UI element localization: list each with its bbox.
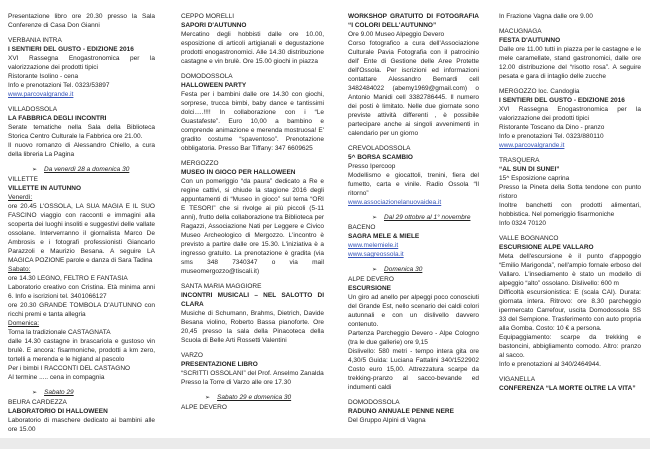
body-text: Equipaggiamento: scarpe da trekking e bastoncini, abbigliamento comodo. Altro: pranzo al sacco.: [499, 334, 641, 359]
date-heading: [348, 265, 479, 275]
date-heading-text: Domenica 30: [384, 266, 423, 273]
body-text: Laboratorio creativo con Cristina. Età minima anni 6. Info e iscrizioni tel. 3401066127: [8, 284, 155, 300]
body-text: Laboratorio di maschere dedicato ai bambini alle ore 15.00: [8, 417, 155, 433]
body-text: ore 20.45 L'OSSOLA, LA SUA MAGIA E IL SUO FASCINO viaggio con racconti e immagini alla scoperta dei luoghi insoliti e suggestivi delle vallate ossolane. Interverranno il giornalista Marco De Ambrosis e i fotografi professionisti Giancarlo Parazzoli e Maurizio Besana. A seguire LA MAGICA POZIONE parole e danza di Sara Tadina: [8, 203, 155, 264]
day-label: Venerdì:: [8, 194, 33, 201]
arrow-icon: ➢: [32, 390, 38, 396]
event-title: HALLOWEEN PARTY: [181, 82, 247, 89]
event-title: “AL SUN DI SUNEI”: [499, 166, 560, 173]
body-text: ore 14.30 LEGNO, FELTRO E FANTASIA: [8, 275, 128, 282]
body-text: Info e prenotazioni Tel. 0323/880110: [499, 133, 604, 140]
event-title: SAPORI D'AUTUNNO: [181, 22, 247, 29]
date-heading-text: Dal 29 ottobre al 1° novembre: [384, 214, 471, 221]
event-title: INCONTRI MUSICALI – NEL SALOTTO DI CLARA: [181, 292, 324, 308]
body-text: Info e prenotazioni al 340/2464944.: [499, 361, 601, 368]
day-label: Domenica:: [8, 320, 40, 327]
column-3: [348, 12, 479, 425]
event-title: PRESENTAZIONE LIBRO: [181, 361, 258, 368]
event-location: DOMODOSSOLA: [181, 73, 233, 80]
body-text: XVI Rassegna Enogastronomica per la valorizzazione dei prodotti tipici: [499, 106, 641, 122]
event-title: CONFERENZA “LA MORTE OLTRE LA VITA”: [499, 385, 636, 392]
link[interactable]: www.parcovalgrande.it: [8, 91, 74, 98]
event-title: I SENTIERI DEL GUSTO - EDIZIONE 2016: [499, 97, 625, 104]
body-text: Inoltre banchetti con prodotti alimentari, hobbistica. Nel pomeriggio fisarmoniche: [499, 202, 641, 218]
event-title: RADUNO ANNUALE PENNE NERE: [348, 408, 454, 415]
body-text: Corso fotografico a cura dell'Associazione Culturale Pavia Fotografia con il patrocinio dell' Ente di Gestione delle Aree Protette dell'Ossola. Per iscrizioni ed informazioni contattare Alessandro Bernardi cell 3482484022 (abemy1969@gmail.com) o Antonio Manidi cell 3382786445. Il numero dei posti è limitato. Nelle due giornate sono previste attività differenti , è possibile partecipare anche ai singoli avvenimenti in calendario per un giorno: [348, 40, 479, 137]
body-text: “SCRITTI OSSOLANI” del Prof. Anselmo Zanalda: [181, 370, 324, 377]
event-title: SAGRA MELE & MIELE: [348, 233, 420, 240]
event-title: LA FABBRICA DEGLI INCONTRI: [8, 115, 107, 122]
event-location: ALPE DEVERO: [348, 276, 394, 283]
link[interactable]: www.sagreossola.it: [348, 251, 404, 258]
date-heading-text: Da venerdì 28 a domenica 30: [44, 166, 130, 173]
event-location: BACENO: [348, 224, 376, 231]
body-text: Difficoltà escursionistica: E (scala CAI). Durata: giornata intera. Ritrovo: ore 8.30 parcheggio ipermercato Carrefour, uscita Domodossola SS 33 del Sempione. Trasferimento con auto propria alla Gomba. Costo: 10 € a persona.: [499, 289, 641, 332]
body-text: Ore 9.00 Museo Alpeggio Devero: [348, 31, 445, 38]
event-location: DOMODOSSOLA: [348, 399, 400, 406]
event-title: ESCURSIONE: [348, 285, 391, 292]
body-text: Meta dell'escursione è il punto d'appoggio “Emilio Marigonda”, nell'ampio fornale erboso del Vallaro. L'insediamento è stato un modello di alpeggio “alto” ossolano. Dislivello: 600 m: [499, 253, 641, 287]
body-text: Il nuovo romanzo di Alessandro Chiello, a cura della libreria La Pagina: [8, 142, 155, 158]
arrow-icon: ➢: [372, 215, 378, 221]
body-text: ore 20.30 GRANDE TOMBOLA D'AUTUNNO con ricchi premi e tanta allegria: [8, 302, 155, 318]
arrow-icon: ➢: [372, 267, 378, 273]
body-text: Musiche di Schumann, Brahms, Dietrich, Davide Besana violino, Roberto Bassa pianoforte. Ore 20,45 presso la sala della Pinacoteca della Scuola di Belle Arti Rossetti Valentini: [181, 310, 324, 344]
body-text: Partenza Parcheggio Devero - Alpe Cologno (tra le due gallerie) ore 9,15: [348, 330, 479, 346]
event-title: MUSEO IN GIOCO PER HALLOWEEN: [181, 169, 296, 176]
event-location: TRASQUERA: [499, 157, 540, 164]
event-title: ESCURSIONE ALPE VALLARO: [499, 244, 594, 251]
event-location: VALLE BOGNANCO: [499, 235, 559, 242]
page-bottom-edge: [0, 438, 650, 449]
event-location: MERGOZZO: [181, 160, 219, 167]
date-heading-text: Sabato 29: [44, 389, 74, 396]
column-4: [499, 12, 641, 393]
date-heading: [181, 393, 324, 403]
event-location: VIGANELLA: [499, 376, 536, 383]
event-location: VERBANIA INTRA: [8, 37, 62, 44]
body-text: 15^ Esposizione caprina: [499, 175, 570, 182]
body-text: Torna la tradizionale CASTAGNATA: [8, 329, 111, 336]
body-text: Per i bimbi I RACCONTI DEL CASTAGNO: [8, 365, 131, 372]
event-location: MERGOZZO loc. Candoglia: [499, 88, 580, 95]
date-heading: [348, 213, 479, 223]
body-text: Dalle ore 11.00 tutti in piazza per le castagne e le mele caramellate, stand gastronomici, dalle ore 12.00 distribuzione del “risotto rosa”. A seguire pesata e gara di intaglio delle zucche: [499, 46, 641, 80]
body-text: Al termine ..... cena in compagnia: [8, 374, 105, 381]
body-text: Del Gruppo Alpini di Vagna: [348, 417, 426, 424]
body-text: Un giro ad anello per alpeggi poco conosciuti del Grande Est, nello scenario dei caldi colori autunnali e con un dislivello davvero contenuto.: [348, 294, 479, 328]
body-text: Info 0324 70120: [499, 220, 546, 227]
column-2: [181, 12, 324, 412]
body-text: Dislivello: 580 metri - tempo intera gita ore 4,30/5 Guida: Luciana Fattalini 340/1522902 Costo euro 15,00. Attrezzatura scarpe da trekking-pranzo al sacco-bevande ed indumenti caldi: [348, 348, 479, 391]
body-text: Presso Ipercoop: [348, 163, 396, 170]
event-title: LABORATORIO DI HALLOWEEN: [8, 408, 108, 415]
event-location: CREVOLADOSSOLA: [348, 145, 411, 152]
body-text: XVI Rassegna Enogastronomica per la valorizzazione dei prodotti tipici: [8, 55, 155, 71]
event-title: FESTA D'AUTUNNO: [499, 37, 561, 44]
link[interactable]: www.parcovalgrande.it: [499, 142, 565, 149]
arrow-icon: ➢: [32, 167, 38, 173]
date-heading-text: Sabato 29 e domenica 30: [217, 394, 292, 401]
event-location: BEURA CARDEZZA: [8, 399, 67, 406]
body-text: Ristorante Isolino - cena: [8, 73, 79, 80]
date-heading: [8, 388, 155, 398]
body-text: Modellismo e giocattoli, trenini, fiera del fumetto, carta e vinile. Radio Ossola “Il ritorno”: [348, 172, 479, 197]
event-title: 5^ BORSA SCAMBIO: [348, 154, 413, 161]
body-text: Ristorante Toscano da Dino - pranzo: [499, 124, 605, 131]
event-location: VILLETTE: [8, 176, 38, 183]
link[interactable]: www.associazionelanuovaidea.it: [348, 199, 442, 206]
body-text: dalle 14.30 castagne in brascariola e gustoso vin brulè. E ancora: fisarmoniche, prodotti a km zero, tortelli a merenda e le higland al pascolo: [8, 338, 155, 363]
event-title: I SENTIERI DEL GUSTO - EDIZIONE 2016: [8, 46, 134, 53]
body-text: Presso la Torre di Varzo alle ore 17.30: [181, 379, 291, 386]
arrow-icon: ➢: [205, 395, 211, 401]
date-heading: [8, 165, 155, 175]
event-title: VILLETTE IN AUTUNNO: [8, 185, 82, 192]
body-text: Festa per i bambini dalle ore 14.30 con giochi, sorprese, trucca bimbi, baby dance e tantissimi dolci.....!!!! In collaborazione con i “Le Guastafeste”. Euro 10,00 a bambino e comprende animazione e merenda mostruosa! E' gradito costume “spaventoso”. Prenotazione obbligatoria. Presso Bar Tiffany: 347 6609625: [181, 91, 324, 152]
event-location: VILLADOSSOLA: [8, 106, 58, 113]
body-text: In Frazione Vagna dalle ore 9.00: [499, 13, 593, 20]
event-location: MACUGNAGA: [499, 28, 542, 35]
event-location: ALPE DEVERO: [181, 404, 227, 411]
link[interactable]: www.melemiele.it: [348, 242, 399, 249]
event-title: WORKSHOP GRATUITO DI FOTOGRAFIA “I COLORI DELL'AUTUNNO”: [348, 13, 479, 29]
day-label: Sabato:: [8, 266, 31, 273]
event-location: CEPPO MORELLI: [181, 13, 235, 20]
body-text: Mercatino degli hobbisti dalle ore 10.00, esposizione di articoli artigianali e degustazione prodotti enogastronomici. Alle 14.30 distribuzione castagne e vin brulè. Ore 15.00 giochi in piazza: [181, 31, 324, 65]
event-location: SANTA MARIA MAGGIORE: [181, 283, 262, 290]
body-text: Info e prenotazioni Tel. 0323/53897: [8, 82, 110, 89]
body-text: Presentazione libro ore 20.30 presso la Sala Conferenze di Casa Don Gianni: [8, 13, 155, 29]
body-text: Con un pomeriggio “da paura” dedicato a Re e regine cattivi, si chiude la stagione 2016 degli appuntamenti di “Museo in gioco” sul tema “ORI E TESORI” che si rivolge ai più piccoli (5-11 anni), frutto della collaborazione tra Biblioteca per Ragazzi, Associazione Nati per Leggere e Civico Museo Archeologico di Mergozzo. L'incontro è previsto a partire dalle ore 15.30. L'iniziativa è a ingresso gratuito. La prenotazione è gradita (via sms 348 7340347 o via mail museomergozzo@tiscali.it): [181, 178, 324, 275]
body-text: Serate tematiche nella Sala della Biblioteca Storica Centro Culturale la Fabbrica ore 21.00.: [8, 124, 155, 140]
body-text: Presso la Pineta della Sotta tendone con punto ristoro: [499, 184, 641, 200]
event-location: VARZO: [181, 352, 203, 359]
column-1: [8, 12, 155, 450]
